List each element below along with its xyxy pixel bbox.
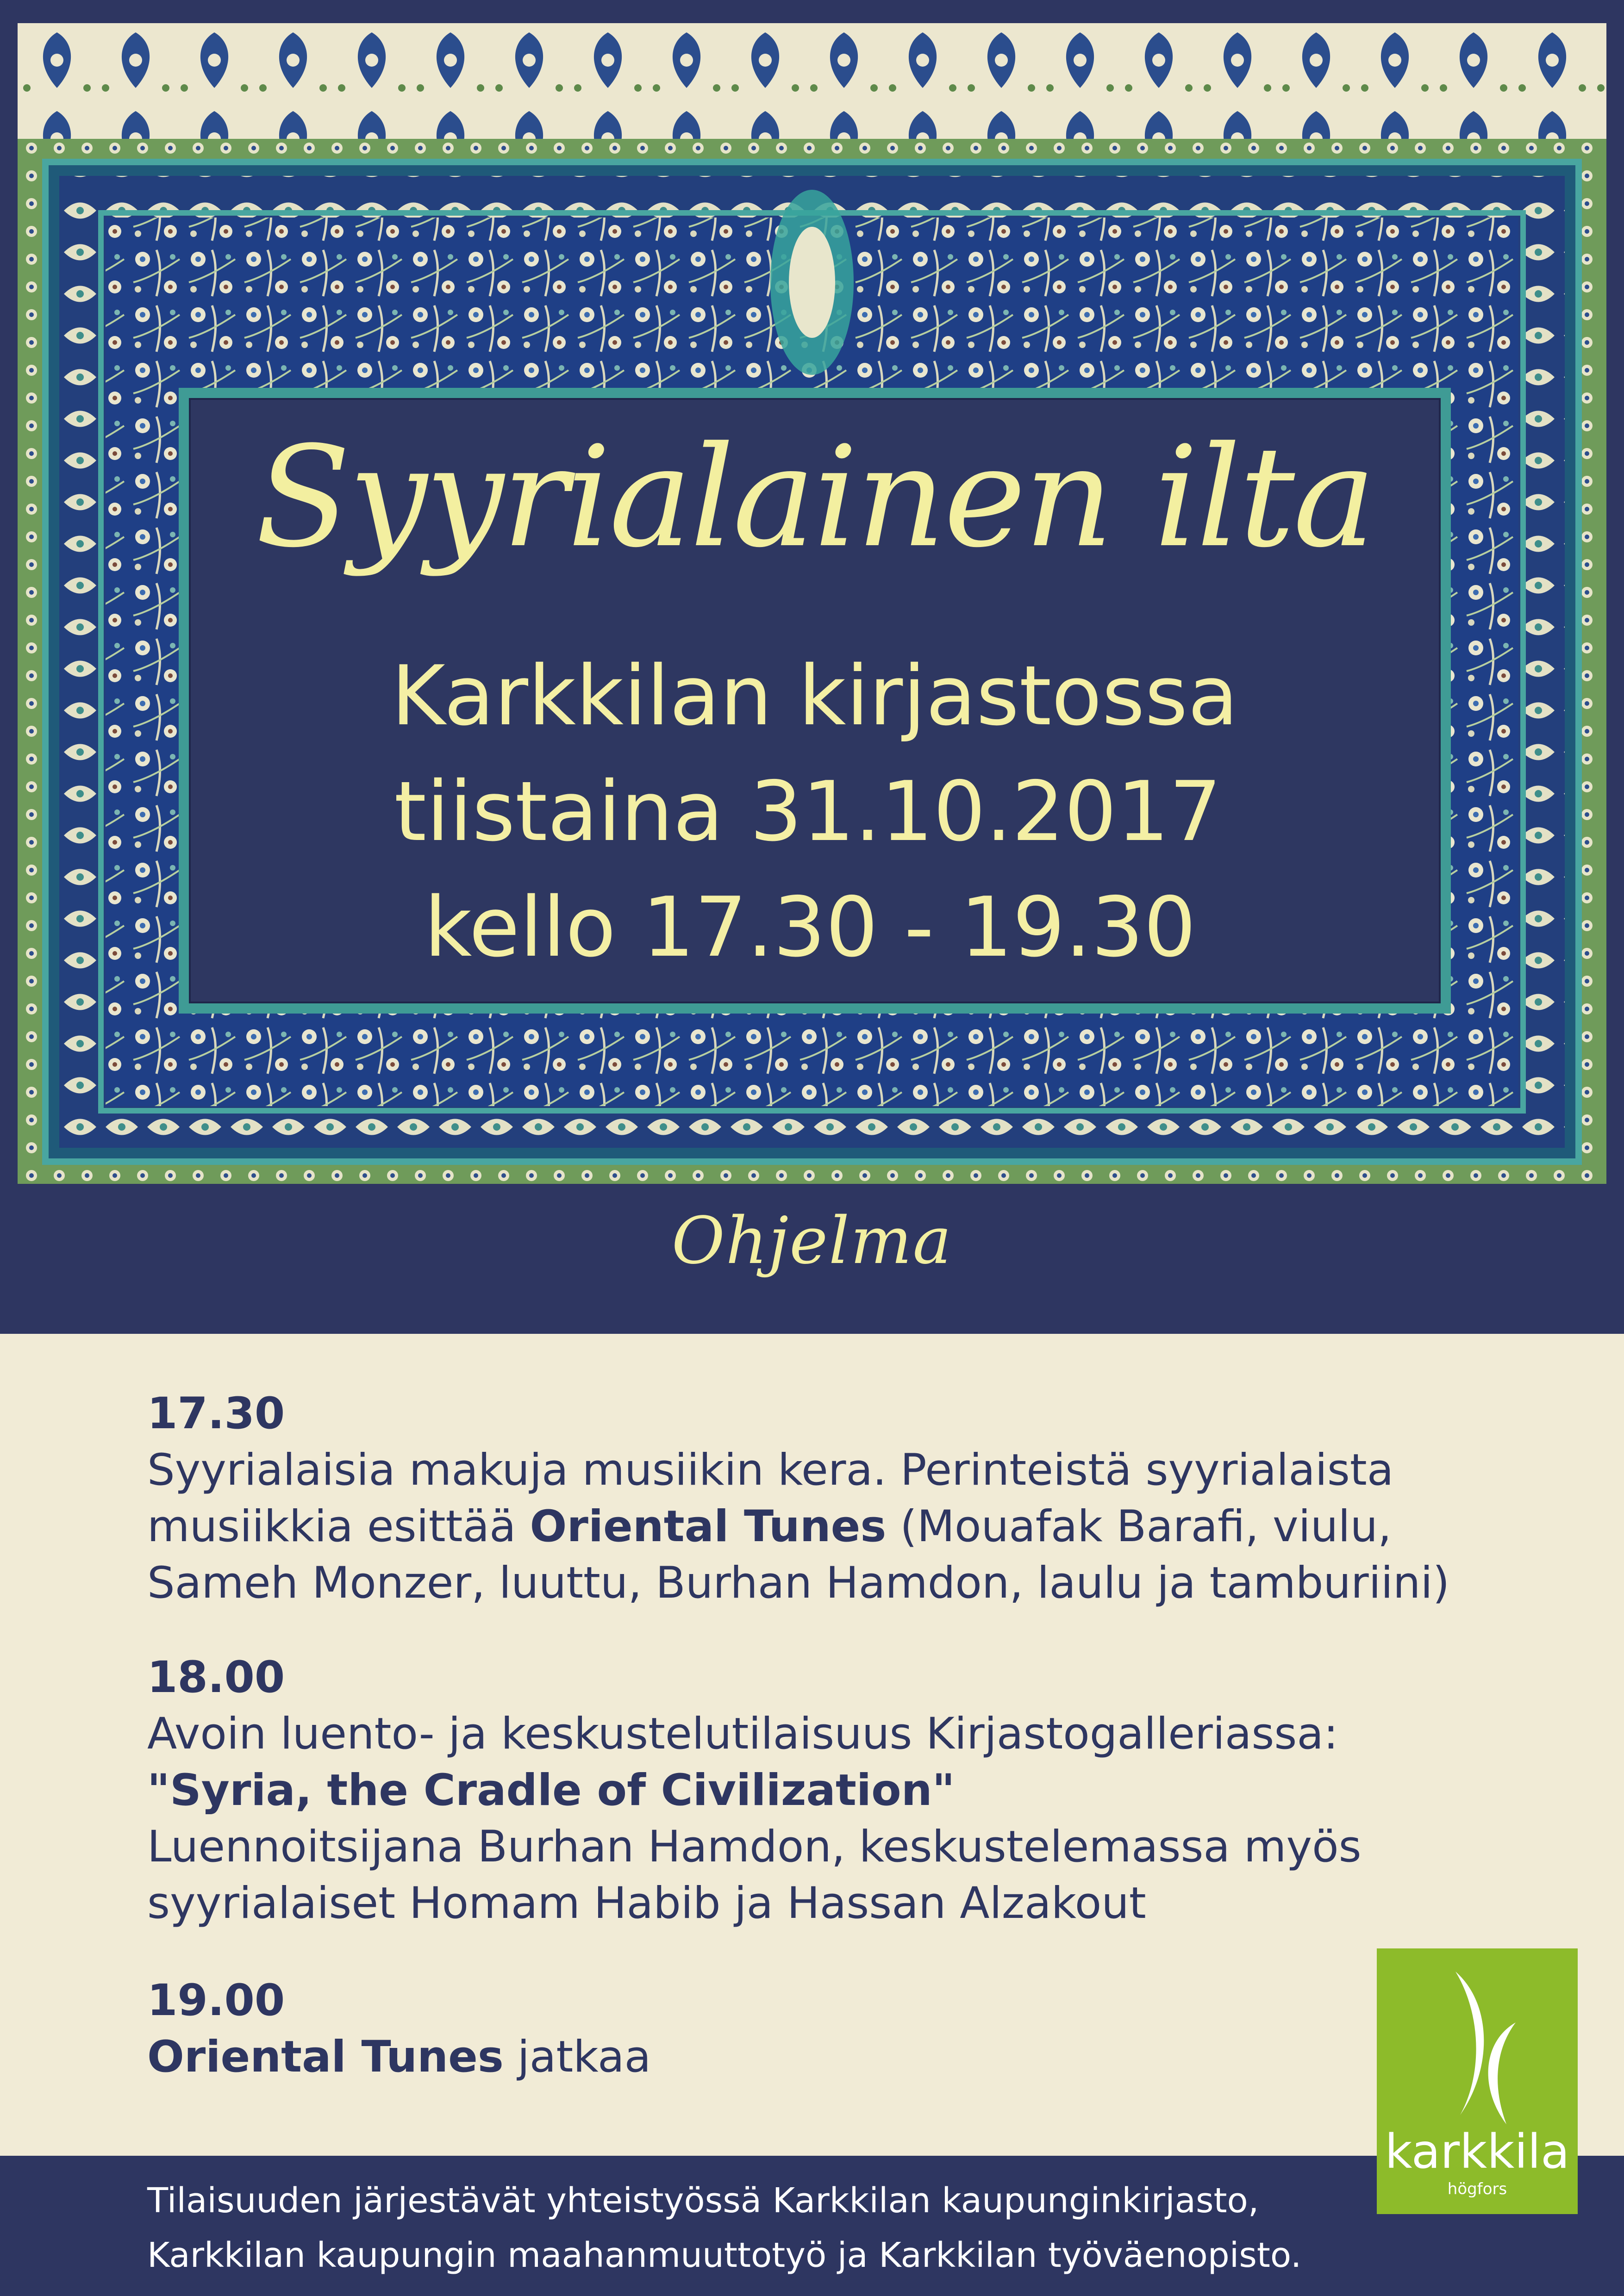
program-2-line-4 [147, 1878, 1146, 1929]
lecture-title: "Syria, the Cradle of Civilization" [147, 1765, 955, 1816]
program-1-line-2 [147, 1501, 1392, 1552]
karkkila-logo [1377, 1948, 1578, 2214]
event-time: kello 17.30 - 19.30 [424, 879, 1196, 975]
program-2-line-1 [147, 1709, 1338, 1759]
event-title: Syyrialainen ilta [255, 417, 1374, 578]
event-date: tiistaina 31.10.2017 [394, 764, 1222, 859]
program-time-2: 18.00 [147, 1652, 285, 1703]
text-segment: Sameh Monzer, luuttu, Burhan Hamdon, laulu ja tamburiini) [147, 1558, 1450, 1608]
text-segment: Avoin luento- ja keskustelutilaisuus Kirjastogalleriassa: [147, 1709, 1338, 1759]
event-title-box [179, 388, 1451, 1014]
program-3-line-1 [147, 2032, 651, 2082]
text-segment: syyrialaiset Homam Habib ja Hassan Alzakout [147, 1878, 1146, 1929]
program-1-line-3 [147, 1558, 1449, 1608]
program-heading: Ohjelma [671, 1203, 953, 1279]
footer-line-2: Karkkilan kaupungin maahanmuuttotyö ja Karkkilan työväenopisto. [147, 2235, 1302, 2275]
text-segment: (Mouafak Barafi, viulu, [886, 1501, 1392, 1552]
logo-subname: högfors [1447, 2180, 1507, 2198]
logo-name: karkkila [1385, 2124, 1570, 2179]
program-time-3: 19.00 [147, 1975, 285, 2026]
performer-name: Oriental Tunes [530, 1501, 887, 1552]
program-2-line-2 [147, 1765, 955, 1816]
program-time-1: 17.30 [147, 1388, 285, 1439]
performer-name: Oriental Tunes [147, 2032, 504, 2082]
program-2-line-3 [147, 1822, 1362, 1872]
text-segment: jatkaa [503, 2032, 651, 2082]
text-segment: Luennoitsijana Burhan Hamdon, keskustelemassa myös [147, 1822, 1362, 1872]
text-segment: Syyrialaisia makuja musiikin kera. Perinteistä syyrialaista [147, 1445, 1394, 1495]
event-location: Karkkilan kirjastossa [391, 648, 1238, 744]
text-segment: musiikkia esittää [147, 1501, 530, 1552]
footer-line-1: Tilaisuuden järjestävät yhteistyössä Karkkilan kaupunginkirjasto, [147, 2181, 1259, 2221]
program-1-line-1 [147, 1445, 1393, 1495]
